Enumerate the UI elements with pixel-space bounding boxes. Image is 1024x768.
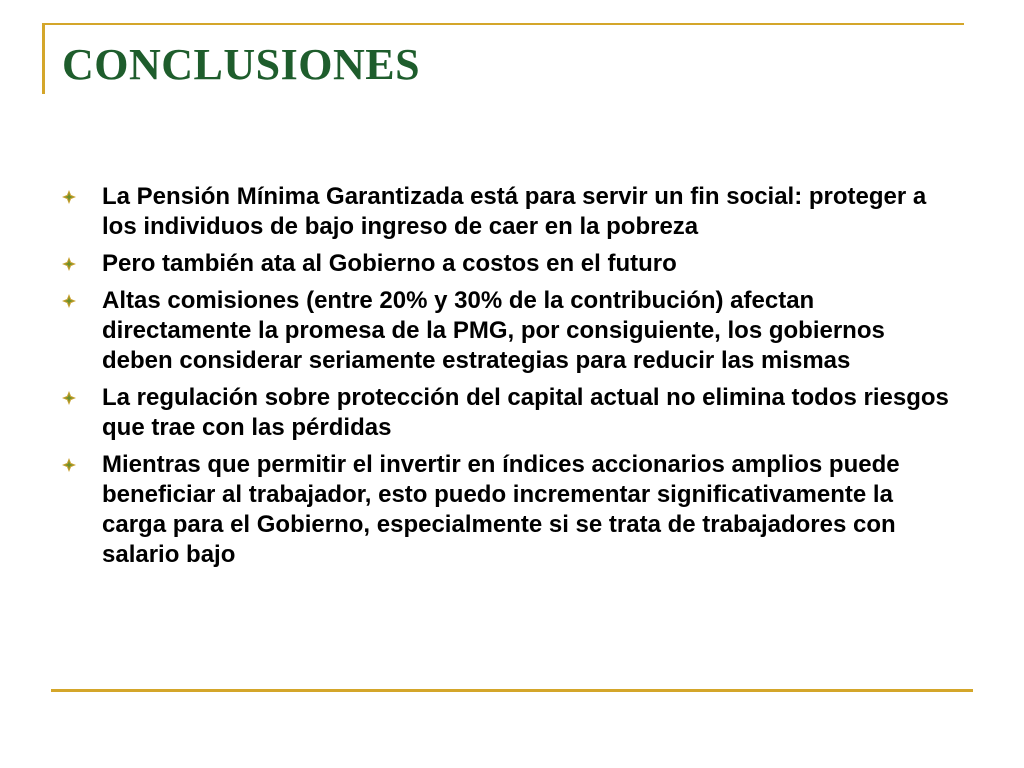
bullet-item-1 [62,182,962,242]
diamond-bullet-icon [62,294,76,308]
top-rule [42,23,964,25]
bullet-text: Pero también ata al Gobierno a costos en el futuro [102,250,677,277]
diamond-bullet-icon [62,190,76,204]
diamond-bullet-icon [62,458,76,472]
slide-title: CONCLUSIONES [62,40,421,89]
bullet-text: Mientras que permitir el invertir en índices accionarios amplios puede beneficiar al trabajador, esto puedo incrementar significativamente la carga para el Gobierno, especialmente si se trata de trabajadores con salario bajo [102,451,900,568]
bottom-rule [51,689,973,692]
bullet-text: La Pensión Mínima Garantizada está para servir un fin social: proteger a los individuos de bajo ingreso de caer en la pobreza [102,183,927,240]
diamond-bullet-icon [62,391,76,405]
diamond-bullet-icon [62,257,76,271]
bullet-item-4 [62,383,962,443]
bullet-text: Altas comisiones (entre 20% y 30% de la contribución) afectan directamente la promesa de la PMG, por consiguiente, los gobiernos deben considerar seriamente estrategias para reducir las mismas [102,287,885,374]
bullet-text: La regulación sobre protección del capital actual no elimina todos riesgos que trae con las pérdidas [102,384,949,441]
bullet-list [62,182,962,577]
bullet-item-2 [62,249,962,279]
left-rule [42,23,45,94]
bullet-item-5 [62,450,962,570]
bullet-item-3 [62,286,962,376]
